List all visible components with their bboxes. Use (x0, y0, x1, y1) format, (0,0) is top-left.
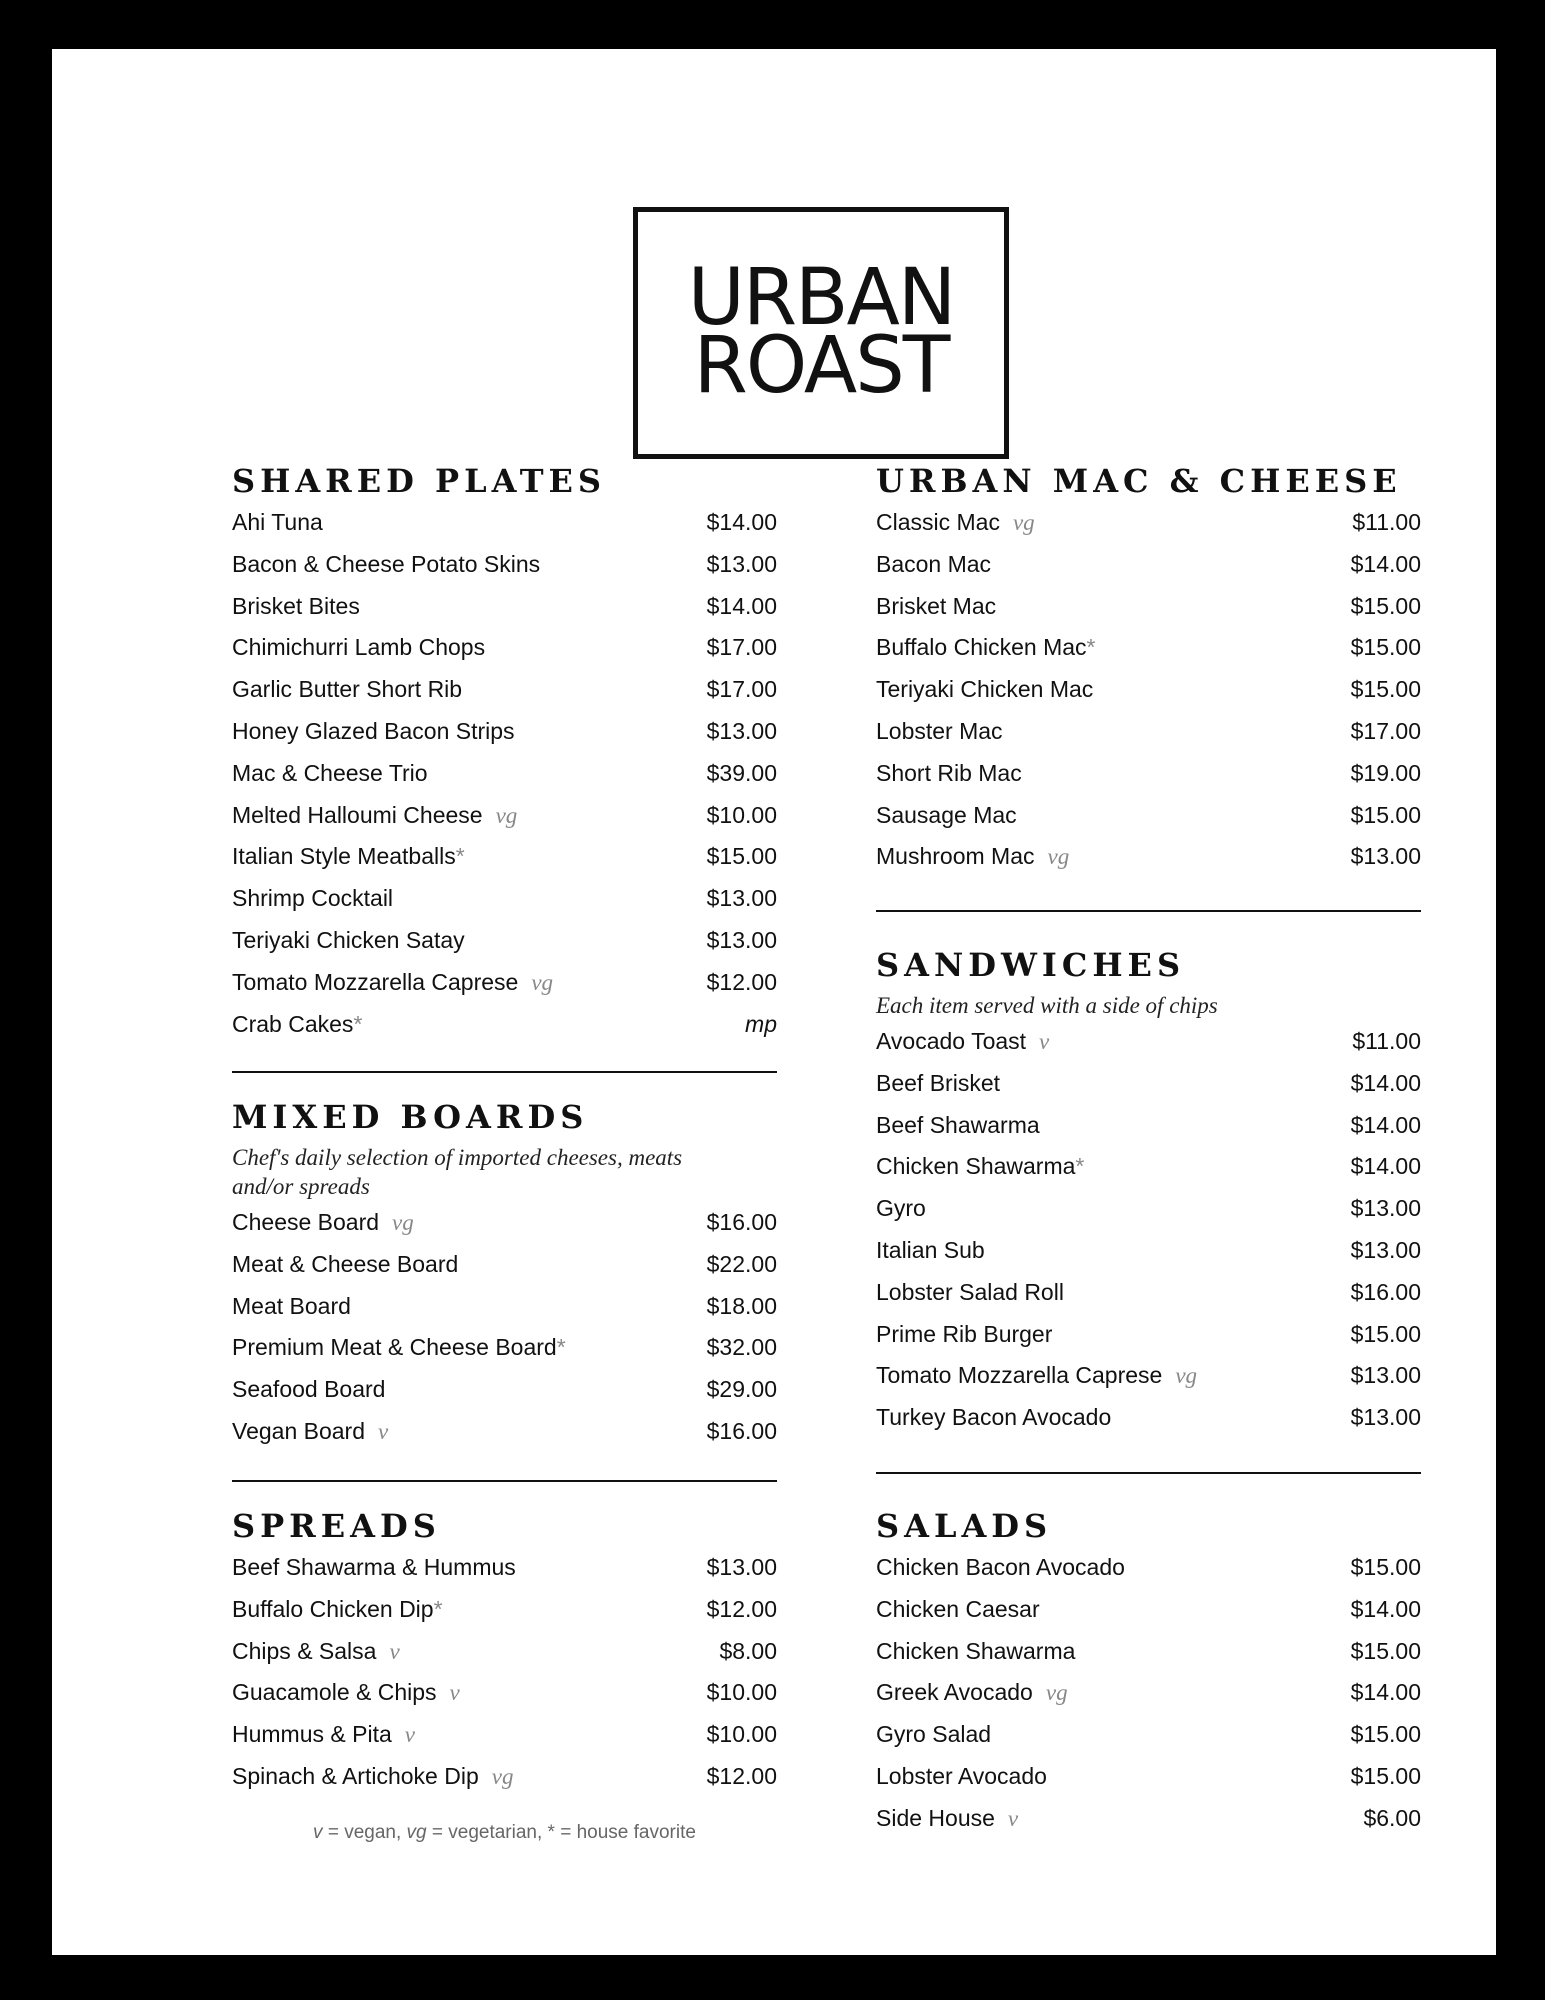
menu-item-price: $14.00 (706, 509, 777, 535)
menu-item-label (876, 1028, 1049, 1055)
menu-item-label (232, 885, 393, 912)
menu-item-name: Chicken Caesar (876, 1595, 1040, 1622)
menu-item-label (232, 634, 485, 661)
menu-item-price: $15.00 (1350, 592, 1421, 619)
menu-item (876, 634, 1421, 676)
menu-item-price: $15.00 (1350, 1320, 1421, 1347)
menu-item-name: Beef Brisket (876, 1069, 1000, 1096)
menu-item-label (232, 593, 360, 620)
menu-item (876, 1638, 1421, 1680)
menu-item-price: $13.00 (706, 926, 777, 953)
menu-item-name: Chicken Shawarma (876, 1153, 1076, 1180)
menu-item-label (876, 1237, 985, 1264)
menu-item-name: Tomato Mozzarella Caprese (876, 1362, 1163, 1389)
menu-item (876, 1596, 1421, 1638)
menu-item-price: $12.00 (706, 1762, 777, 1789)
menu-item-price: $13.00 (706, 885, 777, 912)
menu-item (876, 1070, 1421, 1112)
menu-item-label (876, 718, 1003, 745)
menu-item-name: Bacon & Cheese Potato Skins (232, 550, 541, 577)
menu-item-name: Premium Meat & Cheese Board (232, 1334, 557, 1361)
menu-item (232, 1554, 777, 1596)
menu-item (232, 1209, 777, 1251)
menu-item (232, 885, 777, 927)
menu-item-name: Melted Halloumi Cheese (232, 801, 483, 828)
menu-item-price: $39.00 (706, 759, 777, 786)
menu-item-label (876, 760, 1022, 787)
menu-item (232, 1334, 777, 1376)
legend-v-key: v (313, 1822, 323, 1843)
menu-item-label (232, 802, 517, 829)
menu-item-price: $15.00 (1350, 676, 1421, 703)
menu-item-name: Italian Sub (876, 1236, 985, 1263)
menu-item-label (876, 1596, 1040, 1623)
menu-item (232, 1251, 777, 1293)
section-spreads (232, 1506, 777, 1805)
menu-item (876, 1554, 1421, 1596)
menu-item-name: Greek Avocado (876, 1679, 1033, 1706)
menu-item-label (232, 1418, 388, 1445)
menu-item-label (876, 1279, 1064, 1306)
item-list (232, 1554, 777, 1805)
menu-item-price: $18.00 (706, 1292, 777, 1319)
item-list (876, 1554, 1421, 1847)
menu-item-label (232, 718, 515, 745)
menu-item (232, 969, 777, 1011)
menu-item-price: $12.00 (706, 968, 777, 995)
menu-item-label (232, 509, 323, 536)
menu-item-label (876, 1112, 1040, 1139)
dietary-tag: vg (1047, 844, 1070, 870)
menu-item (232, 1011, 777, 1053)
brand-line-2: ROAST (693, 321, 949, 411)
menu-item (232, 718, 777, 760)
menu-item-label (232, 1011, 362, 1038)
house-favorite-mark: * (433, 1595, 443, 1622)
menu-item (876, 1721, 1421, 1763)
menu-item (232, 676, 777, 718)
menu-item-price: $17.00 (706, 676, 777, 703)
menu-item (232, 760, 777, 802)
menu-item (876, 1362, 1421, 1404)
menu-item-label (876, 1805, 1018, 1832)
legend-vg-key: vg (406, 1822, 427, 1843)
dietary-tag: vg (531, 969, 554, 995)
section-title: SANDWICHES (876, 946, 1186, 984)
menu-item-label (232, 1209, 414, 1236)
menu-item-name: Buffalo Chicken Mac (876, 634, 1087, 661)
section-divider (876, 910, 1421, 912)
item-list (232, 509, 777, 1052)
menu-item-name: Brisket Bites (232, 592, 360, 619)
menu-page (52, 49, 1496, 1955)
menu-item-price: $14.00 (1350, 1679, 1421, 1706)
menu-item (232, 1679, 777, 1721)
menu-item (876, 1279, 1421, 1321)
menu-item-name: Meat Board (232, 1292, 351, 1319)
menu-item (876, 1763, 1421, 1805)
legend-vg-text: = vegetarian, * = house favorite (426, 1822, 696, 1843)
menu-item (876, 676, 1421, 718)
menu-item-name: Prime Rib Burger (876, 1320, 1053, 1347)
menu-item-name: Spinach & Artichoke Dip (232, 1762, 479, 1789)
menu-item-price: $22.00 (706, 1250, 777, 1277)
menu-item-name: Short Rib Mac (876, 759, 1022, 786)
menu-item-name: Side House (876, 1804, 995, 1831)
menu-item-name: Lobster Mac (876, 717, 1003, 744)
menu-item-name: Beef Shawarma & Hummus (232, 1554, 516, 1580)
menu-item (876, 1153, 1421, 1195)
menu-item (876, 1805, 1421, 1847)
menu-item (876, 802, 1421, 844)
brand-logo (633, 207, 1009, 459)
menu-item-name: Lobster Avocado (876, 1762, 1047, 1789)
menu-item-label (876, 509, 1035, 536)
menu-item-label (876, 1763, 1047, 1790)
menu-item-label (232, 1763, 513, 1790)
menu-item-name: Chicken Bacon Avocado (876, 1554, 1125, 1580)
menu-item-name: Hummus & Pita (232, 1721, 392, 1748)
dietary-legend (232, 1822, 777, 1844)
menu-item-name: Chicken Shawarma (876, 1637, 1076, 1664)
menu-item-price: $14.00 (1350, 550, 1421, 577)
menu-item (876, 1679, 1421, 1721)
menu-item-price: $14.00 (1350, 1153, 1421, 1180)
menu-item-name: Buffalo Chicken Dip (232, 1595, 434, 1622)
menu-item-price: $32.00 (706, 1334, 777, 1361)
menu-item-label (876, 1404, 1111, 1431)
menu-item-name: Turkey Bacon Avocado (876, 1404, 1112, 1431)
menu-item (232, 1376, 777, 1418)
menu-item-label (876, 1638, 1075, 1665)
section-title: SALADS (876, 1507, 1053, 1545)
item-list (232, 1209, 777, 1460)
section-divider (232, 1071, 777, 1073)
menu-item-price: $15.00 (1350, 634, 1421, 661)
menu-item-price: $15.00 (1350, 1554, 1421, 1580)
menu-item-price: $17.00 (1350, 717, 1421, 744)
menu-item-name: Mac & Cheese Trio (232, 759, 428, 786)
menu-item-name: Shrimp Cocktail (232, 885, 394, 912)
menu-item-label (232, 1638, 400, 1665)
menu-item (876, 718, 1421, 760)
menu-item-name: Teriyaki Chicken Satay (232, 926, 465, 953)
section-shared-plates (232, 461, 777, 1052)
menu-item-price: $16.00 (706, 1209, 777, 1235)
dietary-tag: vg (495, 802, 518, 828)
menu-item-label (232, 1334, 566, 1361)
section-note: Each item served with a side of chips (876, 993, 1218, 1018)
dietary-tag: vg (1045, 1680, 1068, 1706)
legend-v-text: = vegan, (322, 1822, 407, 1843)
menu-item-price: $6.00 (1363, 1804, 1421, 1831)
menu-item-label (232, 843, 465, 870)
menu-item-label (876, 1554, 1125, 1581)
menu-item-name: Teriyaki Chicken Mac (876, 676, 1094, 703)
menu-item (876, 551, 1421, 593)
menu-item (876, 1404, 1421, 1446)
menu-item-name: Classic Mac (876, 509, 1000, 535)
menu-item-label (876, 634, 1095, 661)
menu-item-name: Seafood Board (232, 1376, 386, 1403)
menu-item-price: $11.00 (1352, 509, 1421, 535)
dietary-tag: v (1007, 1805, 1019, 1831)
menu-item-price: $29.00 (706, 1376, 777, 1403)
menu-item-label (876, 551, 991, 578)
menu-item-price: $15.00 (1350, 801, 1421, 828)
menu-item-name: Avocado Toast (876, 1028, 1027, 1054)
menu-item-label (232, 551, 540, 578)
menu-item-price: $13.00 (706, 1554, 777, 1580)
menu-item (232, 1418, 777, 1460)
menu-item-label (232, 1251, 458, 1278)
menu-item-label (232, 1293, 351, 1320)
menu-item (876, 843, 1421, 885)
menu-item (232, 1721, 777, 1763)
menu-item-price: $12.00 (706, 1595, 777, 1622)
menu-item-name: Meat & Cheese Board (232, 1250, 459, 1277)
menu-item-label (876, 1153, 1084, 1180)
menu-item-price: $14.00 (706, 592, 777, 619)
menu-item-name: Garlic Butter Short Rib (232, 676, 463, 703)
section-sandwiches (876, 945, 1421, 1446)
menu-item (232, 927, 777, 969)
menu-item-label (232, 676, 462, 703)
section-title: MIXED BOARDS (232, 1098, 589, 1136)
menu-item-price: $11.00 (1352, 1028, 1421, 1054)
section-divider (232, 1480, 777, 1482)
menu-item-price: $16.00 (1350, 1278, 1421, 1305)
item-list (876, 1028, 1421, 1446)
menu-item-label (876, 676, 1093, 703)
menu-item-price: $15.00 (1350, 1762, 1421, 1789)
menu-item-name: Ahi Tuna (232, 509, 323, 535)
menu-item-label (232, 1679, 460, 1706)
menu-item-price: $13.00 (1350, 1236, 1421, 1263)
menu-item-name: Italian Style Meatballs (232, 843, 456, 870)
menu-item-name: Vegan Board (232, 1417, 366, 1444)
section-divider (876, 1472, 1421, 1474)
menu-item-label (876, 1362, 1197, 1389)
menu-item-name: Beef Shawarma (876, 1111, 1040, 1138)
menu-item (876, 760, 1421, 802)
menu-item-price: $10.00 (706, 1679, 777, 1706)
section-title: SPREADS (232, 1507, 441, 1545)
section-note: Chef's daily selection of imported cheeses, meats and/or spreads (232, 1145, 683, 1199)
menu-item (876, 1028, 1421, 1070)
dietary-tag: vg (392, 1210, 414, 1235)
dietary-tag: vg (491, 1763, 514, 1789)
menu-item-price: mp (745, 1010, 777, 1037)
section-salads (876, 1506, 1421, 1847)
menu-item (232, 593, 777, 635)
dietary-tag: v (378, 1418, 389, 1444)
menu-item (876, 1112, 1421, 1154)
menu-item (876, 1195, 1421, 1237)
menu-item-price: $8.00 (719, 1637, 777, 1664)
menu-item-price: $15.00 (706, 843, 777, 870)
dietary-tag: v (449, 1680, 460, 1706)
menu-item-name: Honey Glazed Bacon Strips (232, 717, 515, 744)
menu-item-name: Chimichurri Lamb Chops (232, 634, 486, 661)
menu-item (876, 509, 1421, 551)
menu-item-price: $13.00 (1350, 1195, 1421, 1222)
menu-item-price: $13.00 (1350, 1404, 1421, 1431)
menu-item-label (232, 1721, 415, 1748)
house-favorite-mark: * (556, 1334, 566, 1361)
menu-item-label (876, 1195, 926, 1222)
house-favorite-mark: * (353, 1010, 363, 1037)
menu-item-price: $15.00 (1350, 1637, 1421, 1664)
house-favorite-mark: * (455, 843, 465, 870)
section-title: SHARED PLATES (232, 462, 606, 500)
menu-item-price: $10.00 (706, 1721, 777, 1748)
menu-item-price: $13.00 (706, 550, 777, 577)
menu-item (232, 1763, 777, 1805)
menu-item-name: Bacon Mac (876, 550, 992, 577)
menu-item (232, 802, 777, 844)
menu-item-name: Tomato Mozzarella Caprese (232, 968, 519, 995)
menu-item-name: Guacamole & Chips (232, 1679, 437, 1706)
menu-item-label (876, 843, 1069, 870)
menu-item (232, 843, 777, 885)
menu-item-price: $10.00 (706, 801, 777, 828)
menu-item-price: $14.00 (1350, 1595, 1421, 1622)
dietary-tag: v (1039, 1029, 1050, 1054)
menu-item-price: $13.00 (706, 717, 777, 744)
dietary-tag: vg (1175, 1363, 1198, 1389)
dietary-tag: v (389, 1638, 400, 1664)
menu-item-name: Crab Cakes (232, 1010, 354, 1037)
menu-item-label (876, 1721, 991, 1748)
menu-item-label (876, 593, 996, 620)
menu-item (876, 593, 1421, 635)
menu-item (232, 1596, 777, 1638)
menu-item-name: Mushroom Mac (876, 843, 1035, 870)
item-list (876, 509, 1421, 885)
menu-item-price: $13.00 (1350, 1362, 1421, 1389)
menu-item-name: Gyro (876, 1195, 926, 1222)
house-favorite-mark: * (1075, 1153, 1085, 1180)
dietary-tag: vg (1012, 510, 1035, 535)
menu-item-label (876, 1070, 1000, 1097)
menu-item-name: Chips & Salsa (232, 1637, 377, 1664)
menu-item-name: Brisket Mac (876, 592, 997, 619)
menu-item-price: $16.00 (706, 1417, 777, 1444)
menu-item-price: $17.00 (706, 634, 777, 661)
menu-item-price: $14.00 (1350, 1069, 1421, 1096)
menu-item-label (232, 1596, 443, 1623)
menu-item (232, 634, 777, 676)
menu-item-price: $14.00 (1350, 1111, 1421, 1138)
menu-item-label (876, 1679, 1068, 1706)
menu-item-label (232, 927, 465, 954)
menu-item-label (232, 1376, 385, 1403)
brand-line-1: URBAN (687, 253, 955, 343)
menu-item (876, 1321, 1421, 1363)
menu-item-price: $19.00 (1350, 759, 1421, 786)
menu-item-label (232, 760, 428, 787)
menu-item-name: Lobster Salad Roll (876, 1278, 1064, 1305)
menu-item (232, 1293, 777, 1335)
menu-item-price: $15.00 (1350, 1721, 1421, 1748)
menu-item-label (232, 1554, 516, 1581)
menu-item (232, 509, 777, 551)
menu-item-label (232, 969, 553, 996)
menu-item-label (876, 1321, 1052, 1348)
menu-item (876, 1237, 1421, 1279)
section-title: URBAN MAC & CHEESE (876, 462, 1402, 500)
section-mac-cheese (876, 461, 1421, 885)
house-favorite-mark: * (1086, 634, 1096, 661)
menu-item-price: $13.00 (1350, 843, 1421, 870)
menu-item-name: Sausage Mac (876, 801, 1017, 828)
dietary-tag: v (404, 1722, 415, 1748)
menu-item-name: Gyro Salad (876, 1721, 992, 1748)
menu-item-name: Cheese Board (232, 1209, 380, 1235)
menu-item-label (876, 802, 1017, 829)
menu-item (232, 1638, 777, 1680)
section-mixed-boards (232, 1097, 777, 1460)
menu-item (232, 551, 777, 593)
